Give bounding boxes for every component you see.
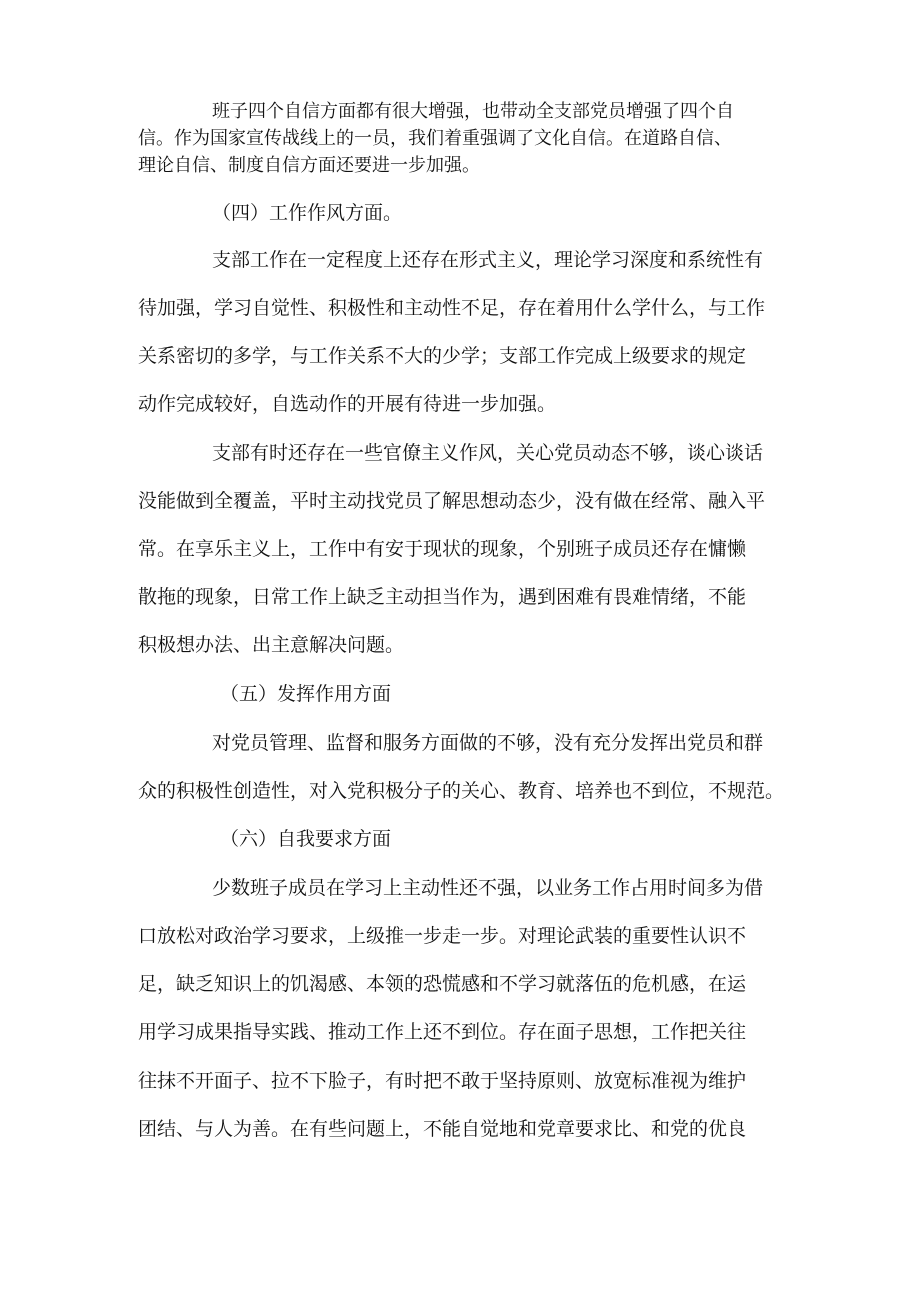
section-heading-5: （五）发挥作用方面 <box>220 683 392 705</box>
text-line: 信。作为国家宣传战线上的一员，我们着重强调了文化自信。在道路自信、 <box>138 128 732 149</box>
text-line: 动作完成较好，自选动作的开展有待进一步加强。 <box>138 393 557 415</box>
text-line: 口放松对政治学习要求，上级推一步走一步。对理论武装的重要性认识不 <box>138 925 747 947</box>
text-line: 众的积极性创造性，对入党积极分子的关心、教育、培养也不到位，不规范。 <box>138 780 785 802</box>
text-line: 支部有时还存在一些官僚主义作风，关心党员动态不够，谈心谈话 <box>212 442 764 464</box>
text-line: 散拖的现象，日常工作上缺乏主动担当作为，遇到困难有畏难情绪，不能 <box>138 586 747 608</box>
text-line: 常。在享乐主义上，工作中有安于现状的现象，个别班子成员还存在慵懒 <box>138 538 747 560</box>
text-line: 关系密切的多学，与工作关系不大的少学；支部工作完成上级要求的规定 <box>138 345 747 367</box>
text-line: 支部工作在一定程度上还存在形式主义，理论学习深度和系统性有 <box>212 249 764 271</box>
text-line: 没能做到全覆盖，平时主动找党员了解思想动态少，没有做在经常、融入平 <box>138 490 766 512</box>
text-line: 对党员管理、监督和服务方面做的不够，没有充分发挥出党员和群 <box>212 732 764 754</box>
section-heading-6: （六）自我要求方面 <box>220 828 392 850</box>
text-line: 用学习成果指导实践、推动工作上还不到位。存在面子思想，工作把关往 <box>138 1021 747 1043</box>
text-line: 足，缺乏知识上的饥渴感、本领的恐慌感和不学习就落伍的危机感，在运 <box>138 973 747 995</box>
text-line: 少数班子成员在学习上主动性还不强，以业务工作占用时间多为借 <box>212 877 764 899</box>
text-line: 班子四个自信方面都有很大增强，也带动全支部党员增强了四个自 <box>212 101 734 122</box>
text-line: 往抹不开面子、拉不下脸子，有时把不敢于坚持原则、放宽标准视为维护 <box>138 1070 747 1092</box>
text-line: 积极想办法、出主意解决问题。 <box>138 634 405 656</box>
text-line: 团结、与人为善。在有些问题上，不能自觉地和党章要求比、和党的优良 <box>138 1118 747 1140</box>
text-line: 理论自信、制度自信方面还要进一步加强。 <box>138 155 480 176</box>
text-line: 待加强，学习自觉性、积极性和主动性不足，存在着用什么学什么，与工作 <box>138 297 766 319</box>
section-heading-4: （四）工作作风方面。 <box>212 202 403 224</box>
